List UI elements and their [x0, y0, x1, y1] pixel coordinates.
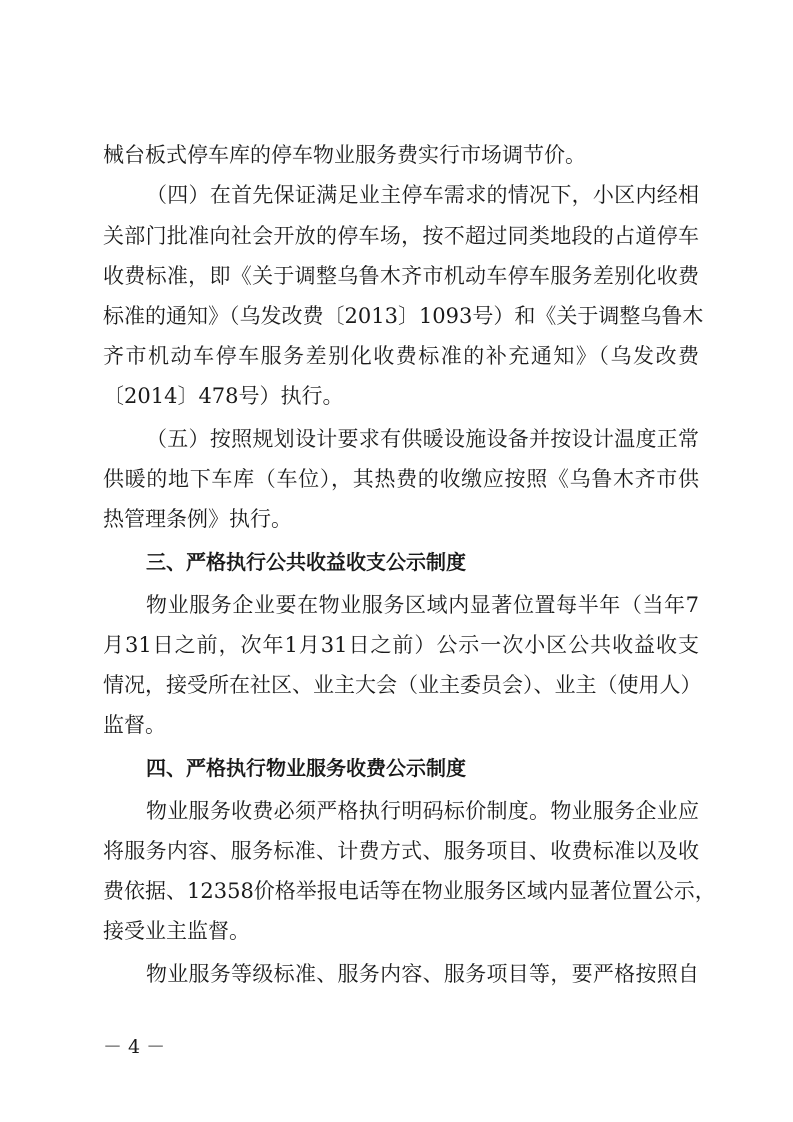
- paragraph-line: 月31日之前，次年1月31日之前）公示一次小区公共收益收支: [103, 633, 699, 657]
- paragraph-line: 物业服务企业要在物业服务区域内显著位置每半年（当年7: [146, 593, 699, 617]
- paragraph-line: 接受业主监督。: [103, 919, 250, 943]
- paragraph-line: 物业服务收费必须严格执行明码标价制度。物业服务企业应: [146, 799, 699, 823]
- paragraph-line: 情况，接受所在社区、业主大会（业主委员会）、业主（使用人）: [103, 673, 702, 697]
- paragraph-line: 关部门批准向社会开放的停车场，按不超过同类地段的占道停车: [103, 224, 699, 248]
- paragraph-line: 械台板式停车库的停车物业服务费实行市场调节价。: [103, 143, 586, 167]
- page-number: － 4 －: [103, 1036, 166, 1058]
- paragraph-line: 热管理条例》执行。: [103, 507, 292, 531]
- section-heading: 四、严格执行物业服务收费公示制度: [146, 756, 466, 780]
- paragraph-line: 齐市机动车停车服务差别化收费标准的补充通知》（乌发改费: [103, 344, 699, 368]
- paragraph-line: 标准的通知》（乌发改费〔2013〕1093号）和《关于调整乌鲁木: [103, 304, 704, 328]
- paragraph-line: 物业服务等级标准、服务内容、服务项目等，要严格按照自: [146, 962, 699, 986]
- paragraph-line: 将服务内容、服务标准、计费方式、服务项目、收费标准以及收: [103, 839, 699, 863]
- paragraph-line: 供暖的地下车库（车位），其热费的收缴应按照《乌鲁木齐市供: [103, 467, 699, 491]
- section-heading: 三、严格执行公共收益收支公示制度: [146, 550, 466, 574]
- paragraph-line: （四）在首先保证满足业主停车需求的情况下，小区内经相: [146, 183, 699, 207]
- paragraph-line: 监督。: [103, 713, 166, 737]
- paragraph-line: 费依据、12358价格举报电话等在物业服务区域内显著位置公示，: [103, 879, 716, 903]
- paragraph-line: （五）按照规划设计要求有供暖设施设备并按设计温度正常: [146, 427, 699, 451]
- paragraph-line: 收费标准，即《关于调整乌鲁木齐市机动车停车服务差别化收费: [103, 264, 699, 288]
- paragraph-line: 〔2014〕478号）执行。: [103, 384, 344, 408]
